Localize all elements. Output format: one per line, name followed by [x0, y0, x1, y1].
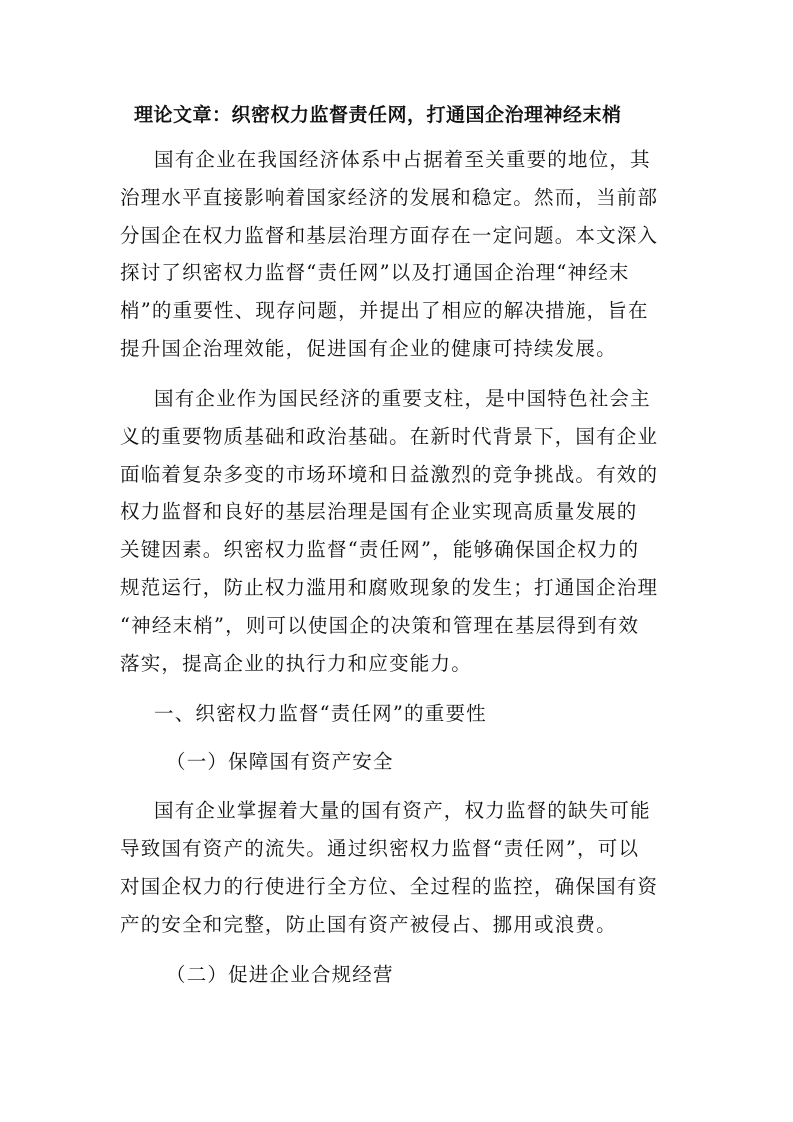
- body-line: 国有企业掌握着大量的国有资产，权力监督的缺失可能: [154, 799, 651, 822]
- body-line: 关键因素。织密权力监督“责任网”，能够确保国企权力的: [120, 538, 640, 561]
- body-line: 权力监督和良好的基层治理是国有企业实现高质量发展的: [120, 500, 638, 523]
- subsection-heading: （二）促进企业合规经营: [166, 963, 394, 986]
- document-title: 理论文章：织密权力监督责任网，打通国企治理神经末梢: [134, 104, 622, 126]
- body-line: 国有企业在我国经济体系中占据着至关重要的地位，其: [154, 148, 651, 171]
- section-heading: 一、织密权力监督“责任网”的重要性: [154, 702, 487, 725]
- body-line: 导致国有资产的流失。通过织密权力监督“责任网”，可以: [120, 837, 640, 860]
- body-line: 提升国企治理效能，促进国有企业的健康可持续发展。: [120, 337, 617, 360]
- body-line: 国有企业作为国民经济的重要支柱，是中国特色社会主: [154, 387, 651, 410]
- body-line: 分国企在权力监督和基层治理方面存在一定问题。本文深入: [120, 224, 659, 247]
- body-line: 面临着复杂多变的市场环境和日益激烈的竞争挑战。有效的: [120, 463, 659, 486]
- body-line: 产的安全和完整，防止国有资产被侵占、挪用或浪费。: [120, 913, 617, 936]
- body-line: “神经末梢”，则可以使国企的决策和管理在基层得到有效: [120, 614, 640, 637]
- body-line: 探讨了织密权力监督“责任网”以及打通国企治理“神经末: [120, 261, 630, 284]
- body-line: 义的重要物质基础和政治基础。在新时代背景下，国有企业: [120, 425, 659, 448]
- body-line: 对国企权力的行使进行全方位、全过程的监控，确保国有资: [120, 875, 659, 898]
- subsection-heading: （一）保障国有资产安全: [166, 750, 394, 773]
- body-line: 规范运行，防止权力滥用和腐败现象的发生；打通国企治理: [120, 576, 659, 599]
- body-line: 治理水平直接影响着国家经济的发展和稳定。然而，当前部: [120, 186, 659, 209]
- body-line: 梢”的重要性、现存问题，并提出了相应的解决措施，旨在: [120, 299, 649, 322]
- body-line: 落实，提高企业的执行力和应变能力。: [120, 652, 472, 675]
